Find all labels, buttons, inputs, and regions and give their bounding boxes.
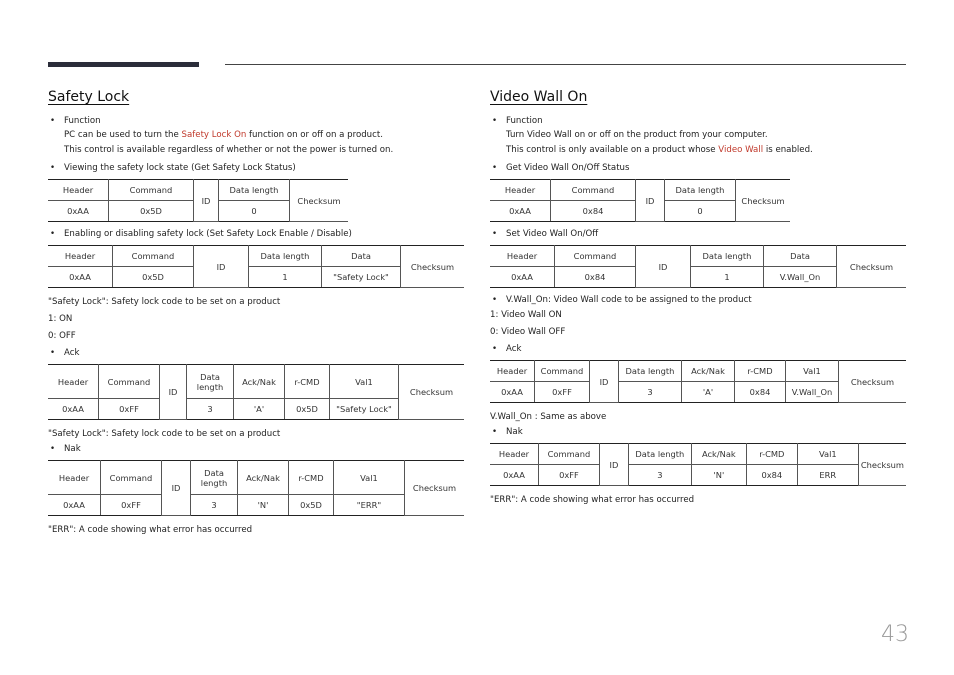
table-header-cell: Data length bbox=[187, 365, 234, 399]
table-header-cell: Data length bbox=[665, 180, 736, 201]
table-header-cell: Command bbox=[101, 461, 162, 495]
table-header-cell: Header bbox=[48, 246, 113, 267]
section-title: Video Wall On bbox=[490, 89, 588, 105]
table-header-cell: Command bbox=[535, 361, 590, 382]
table-header-cell: Ack/Nak bbox=[682, 361, 735, 382]
get-status-table bbox=[48, 179, 348, 222]
table-header-cell: ID bbox=[636, 180, 665, 222]
table-header-cell: Data length bbox=[619, 361, 682, 382]
ack-note: "Safety Lock": Safety lock code to be set on a product bbox=[48, 429, 281, 439]
ack-table bbox=[490, 360, 906, 403]
table-cell: 0xFF bbox=[535, 382, 590, 403]
ack-table bbox=[48, 364, 464, 420]
table-cell: 0xAA bbox=[490, 267, 555, 288]
table-header-cell: Command bbox=[99, 365, 160, 399]
table-cell: 'A' bbox=[234, 399, 285, 420]
table-header-cell: ID bbox=[162, 461, 191, 516]
table-header-cell: Checksum bbox=[839, 361, 907, 403]
table-header-cell: Checksum bbox=[401, 246, 465, 288]
table-header-cell: Data length bbox=[691, 246, 764, 267]
ack-note: V.Wall_On : Same as above bbox=[490, 412, 607, 422]
table-cell: "Safety Lock" bbox=[322, 267, 401, 288]
text: PC can be used to turn the bbox=[64, 130, 182, 140]
table-header-cell: Checksum bbox=[736, 180, 791, 222]
table-cell: "Safety Lock" bbox=[330, 399, 399, 420]
table-cell: 0xAA bbox=[48, 495, 101, 516]
function-desc-1: Turn Video Wall on or off on the product from your computer. bbox=[506, 130, 768, 140]
bullet-ack: • Ack bbox=[490, 343, 906, 356]
table-header-cell: Checksum bbox=[405, 461, 465, 516]
nak-table bbox=[490, 443, 906, 486]
table-cell: 0x84 bbox=[555, 267, 636, 288]
video-wall-on-section bbox=[490, 89, 906, 509]
text: is enabled. bbox=[763, 145, 813, 155]
text: function on or off on a product. bbox=[246, 130, 383, 140]
table-cell: 0xAA bbox=[48, 201, 109, 222]
table-cell: 0x84 bbox=[746, 465, 797, 486]
table-header-cell: ID bbox=[590, 361, 619, 403]
table-header-cell: Val1 bbox=[786, 361, 839, 382]
table-header-cell: Header bbox=[490, 361, 535, 382]
table-header-cell: Command bbox=[113, 246, 194, 267]
bullet-set: • Enabling or disabling safety lock (Set Safety Lock Enable / Disable) bbox=[48, 228, 464, 241]
table-cell: 0xFF bbox=[99, 399, 160, 420]
link-video-wall[interactable]: Video Wall bbox=[718, 145, 764, 155]
table-cell: 0xAA bbox=[490, 465, 538, 486]
table-header-cell: Val1 bbox=[334, 461, 405, 495]
get-status-table bbox=[490, 179, 790, 222]
table-cell: 0x84 bbox=[551, 201, 636, 222]
header-bar-accent bbox=[48, 62, 199, 67]
bullet-function: • Function bbox=[48, 115, 464, 128]
function-desc-2: This control is available regardless of whether or not the power is turned on. bbox=[64, 145, 394, 155]
set-enable-table bbox=[48, 245, 464, 288]
header-rule bbox=[225, 64, 906, 65]
code-note: • V.Wall_On: Video Wall code to be assigned to the product bbox=[490, 294, 906, 307]
link-safety-lock-on[interactable]: Safety Lock On bbox=[181, 130, 247, 140]
table-cell: 0 bbox=[219, 201, 290, 222]
table-header-cell: ID bbox=[194, 180, 219, 222]
set-table bbox=[490, 245, 906, 288]
table-cell: 3 bbox=[191, 495, 238, 516]
table-cell: ERR bbox=[797, 465, 858, 486]
table-header-cell: ID bbox=[160, 365, 187, 420]
table-header-cell: Command bbox=[109, 180, 194, 201]
table-header-cell: Header bbox=[490, 444, 538, 465]
table-header-cell: ID bbox=[194, 246, 249, 288]
bullet-get: • Get Video Wall On/Off Status bbox=[490, 162, 906, 175]
function-desc-1 bbox=[48, 128, 464, 142]
table-cell: 3 bbox=[628, 465, 691, 486]
table-header-cell: Data length bbox=[628, 444, 691, 465]
table-header-cell: Checksum bbox=[858, 444, 906, 486]
bullet-get: • Viewing the safety lock state (Get Safety Lock Status) bbox=[48, 162, 464, 175]
function-desc-2 bbox=[490, 142, 906, 158]
off-value: 0: Video Wall OFF bbox=[490, 327, 566, 337]
err-note: "ERR": A code showing what error has occurred bbox=[490, 495, 695, 505]
bullet-set: • Set Video Wall On/Off bbox=[490, 228, 906, 241]
table-header-cell: Checksum bbox=[837, 246, 907, 288]
table-header-cell: Data length bbox=[219, 180, 290, 201]
table-header-cell: Val1 bbox=[330, 365, 399, 399]
table-cell: 0xAA bbox=[48, 267, 113, 288]
table-cell: 3 bbox=[187, 399, 234, 420]
table-header-cell: Data length bbox=[249, 246, 322, 267]
table-header-cell: Ack/Nak bbox=[234, 365, 285, 399]
table-cell: 0x5D bbox=[285, 399, 330, 420]
table-cell: 'N' bbox=[238, 495, 289, 516]
bullet-ack: • Ack bbox=[48, 347, 464, 360]
table-header-cell: Header bbox=[48, 180, 109, 201]
table-cell: 0 bbox=[665, 201, 736, 222]
table-header-cell: Checksum bbox=[290, 180, 349, 222]
nak-table bbox=[48, 460, 464, 516]
table-cell: V.Wall_On bbox=[764, 267, 837, 288]
table-header-cell: r-CMD bbox=[285, 365, 330, 399]
table-header-cell: Command bbox=[555, 246, 636, 267]
table-cell: 0xAA bbox=[490, 382, 535, 403]
table-header-cell: Header bbox=[48, 365, 99, 399]
table-header-cell: Ack/Nak bbox=[691, 444, 746, 465]
table-header-cell: Checksum bbox=[399, 365, 465, 420]
table-cell: V.Wall_On bbox=[786, 382, 839, 403]
table-cell: 0xFF bbox=[538, 465, 599, 486]
table-cell: 0x5D bbox=[289, 495, 334, 516]
table-cell: 1 bbox=[691, 267, 764, 288]
bullet-nak: • Nak bbox=[490, 426, 906, 439]
table-header-cell: r-CMD bbox=[289, 461, 334, 495]
table-header-cell: ID bbox=[599, 444, 628, 486]
table-cell: 0xAA bbox=[48, 399, 99, 420]
table-cell: 0x84 bbox=[735, 382, 786, 403]
on-value: 1: Video Wall ON bbox=[490, 310, 562, 320]
text: This control is only available on a product whose bbox=[506, 145, 719, 155]
table-header-cell: Command bbox=[551, 180, 636, 201]
table-header-cell: Data bbox=[322, 246, 401, 267]
table-header-cell: Data bbox=[764, 246, 837, 267]
table-cell: "ERR" bbox=[334, 495, 405, 516]
table-header-cell: Ack/Nak bbox=[238, 461, 289, 495]
table-cell: 0x5D bbox=[113, 267, 194, 288]
err-note: "ERR": A code showing what error has occurred bbox=[48, 525, 253, 535]
code-note: "Safety Lock": Safety lock code to be set on a product bbox=[48, 297, 281, 307]
table-cell: 'A' bbox=[682, 382, 735, 403]
table-header-cell: Header bbox=[490, 180, 551, 201]
table-cell: 0xFF bbox=[101, 495, 162, 516]
table-header-cell: ID bbox=[636, 246, 691, 288]
on-value: 1: ON bbox=[48, 314, 73, 324]
table-header-cell: r-CMD bbox=[735, 361, 786, 382]
bullet-nak: • Nak bbox=[48, 443, 464, 456]
table-header-cell: Header bbox=[490, 246, 555, 267]
table-cell: 'N' bbox=[691, 465, 746, 486]
table-header-cell: Val1 bbox=[797, 444, 858, 465]
bullet-function: • Function bbox=[490, 115, 906, 128]
table-cell: 0x5D bbox=[109, 201, 194, 222]
safety-lock-section bbox=[48, 89, 464, 539]
table-cell: 0xAA bbox=[490, 201, 551, 222]
table-cell: 1 bbox=[249, 267, 322, 288]
table-header-cell: r-CMD bbox=[746, 444, 797, 465]
table-cell: 3 bbox=[619, 382, 682, 403]
table-header-cell: Header bbox=[48, 461, 101, 495]
table-header-cell: Command bbox=[538, 444, 599, 465]
page-number: 43 bbox=[881, 622, 909, 647]
table-header-cell: Data length bbox=[191, 461, 238, 495]
off-value: 0: OFF bbox=[48, 331, 76, 341]
section-title: Safety Lock bbox=[48, 89, 130, 105]
